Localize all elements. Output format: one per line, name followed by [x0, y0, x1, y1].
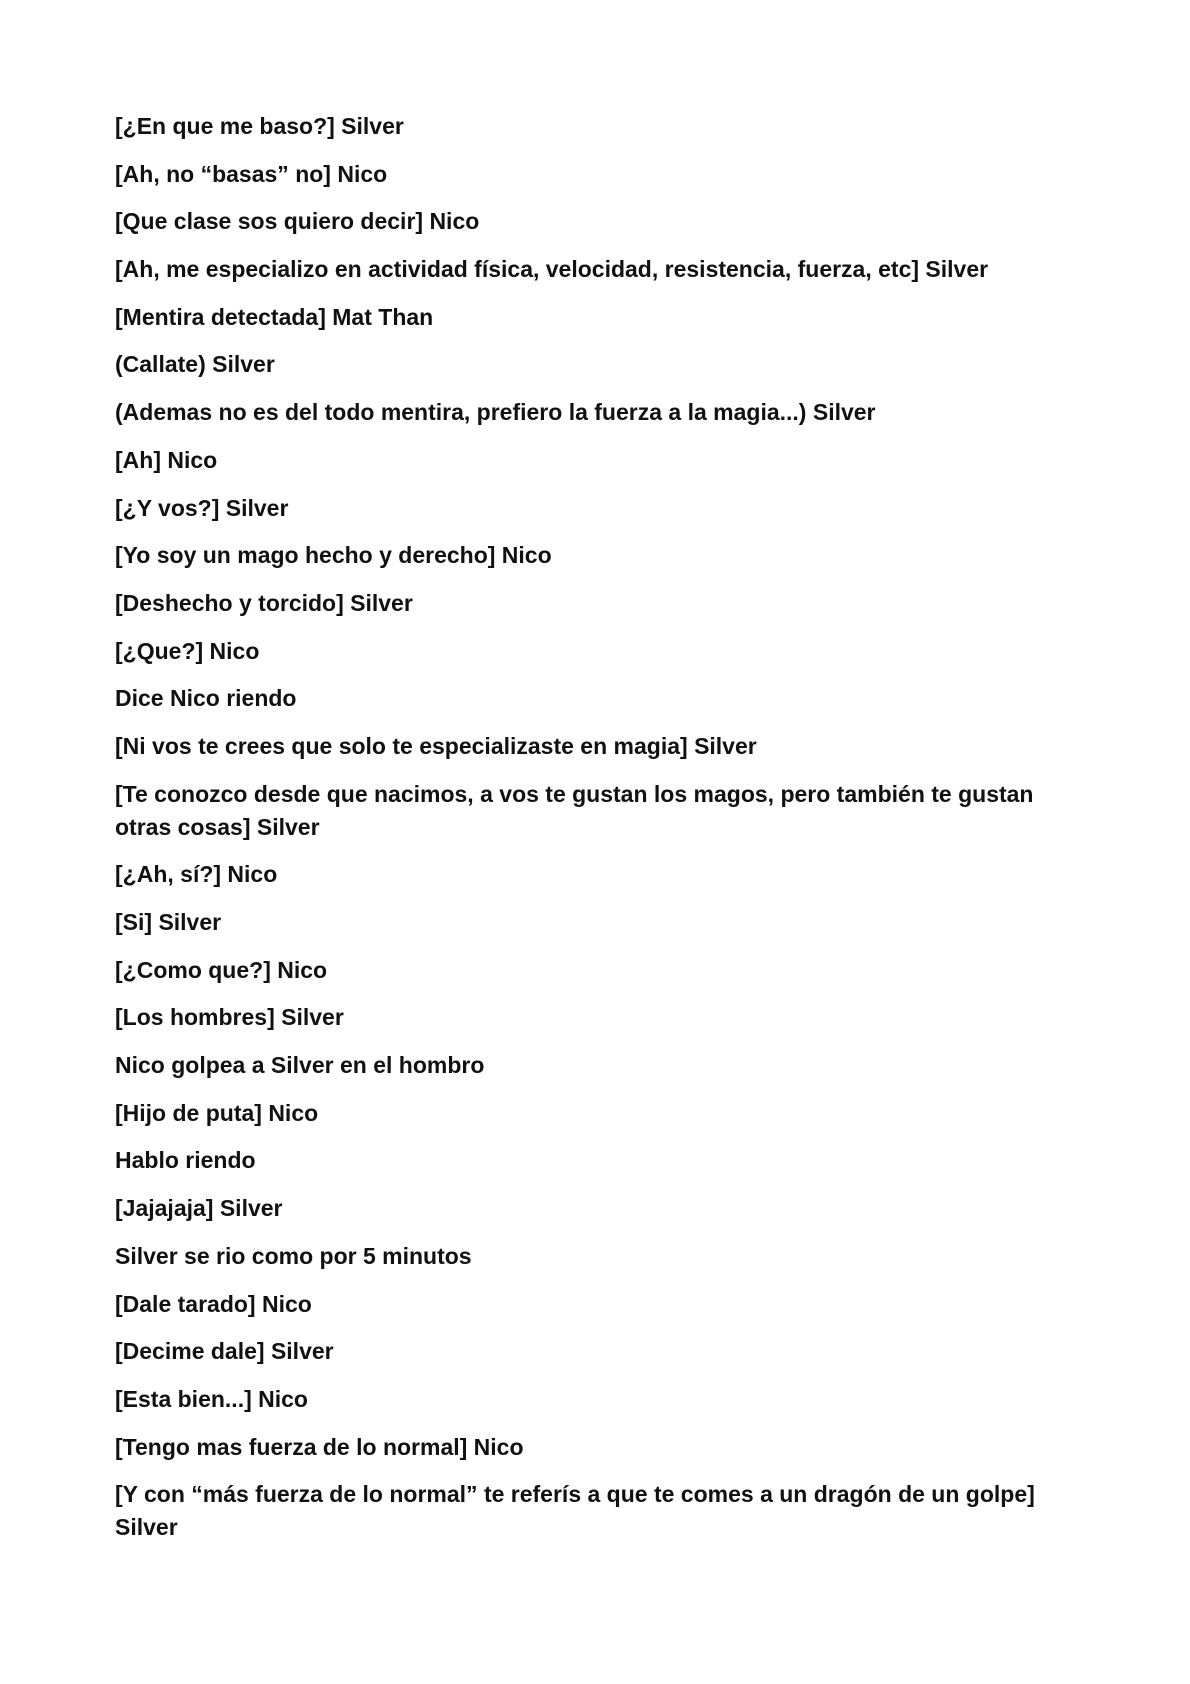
dialogue-line: [¿Y vos?] Silver — [115, 494, 289, 521]
dialogue-line: [Decime dale] Silver — [115, 1338, 334, 1365]
dialogue-line: [Mentira detectada] Mat Than — [115, 303, 434, 330]
dialogue-line: [Que clase sos quiero decir] Nico — [115, 208, 480, 235]
narration-line: Hablo riendo — [115, 1147, 256, 1174]
dialogue-line: [¿En que me baso?] Silver — [115, 113, 404, 139]
dialogue-line: [Dale tarado] Nico — [115, 1290, 312, 1317]
dialogue-line: [Deshecho y torcido] Silver — [115, 589, 413, 616]
dialogue-line: [Ah] Nico — [115, 446, 218, 473]
dialogue-line: [Tengo mas fuerza de lo normal] Nico — [115, 1433, 524, 1460]
dialogue-line: (Callate) Silver — [115, 351, 275, 378]
dialogue-text — [115, 110, 1090, 1559]
narration-line: Silver se rio como por 5 minutos — [115, 1242, 472, 1269]
dialogue-line: [¿Como que?] Nico — [115, 956, 328, 983]
dialogue-line: [Esta bien...] Nico — [115, 1385, 308, 1412]
dialogue-line: [¿Ah, sí?] Nico — [115, 861, 278, 888]
dialogue-line: [Jajajaja] Silver — [115, 1195, 283, 1222]
dialogue-line: [Si] Silver — [115, 909, 222, 935]
narration-line: Nico golpea a Silver en el hombro — [115, 1052, 485, 1079]
dialogue-line: [Te conozco desde que nacimos, a vos te gustan los magos, pero también te gustan otras cosas] Silver — [115, 780, 1034, 840]
dialogue-line: [Hijo de puta] Nico — [115, 1099, 319, 1126]
dialogue-line: (Ademas no es del todo mentira, prefiero la fuerza a la magia...) Silver — [115, 399, 876, 426]
dialogue-line: [Ah, no “basas” no] Nico — [115, 160, 388, 187]
dialogue-line: [Y con “más fuerza de lo normal” te referís a que te comes a un dragón de un golpe] Silver — [115, 1481, 1035, 1541]
dialogue-line: [Ni vos te crees que solo te especializaste en magia] Silver — [115, 732, 757, 759]
dialogue-line: [Los hombres] Silver — [115, 1004, 344, 1031]
dialogue-line: [Ah, me especializo en actividad física, velocidad, resistencia, fuerza, etc] Silver — [115, 256, 989, 283]
narration-line: Dice Nico riendo — [115, 685, 297, 712]
dialogue-line: [Yo soy un mago hecho y derecho] Nico — [115, 542, 552, 569]
dialogue-line: [¿Que?] Nico — [115, 637, 260, 664]
